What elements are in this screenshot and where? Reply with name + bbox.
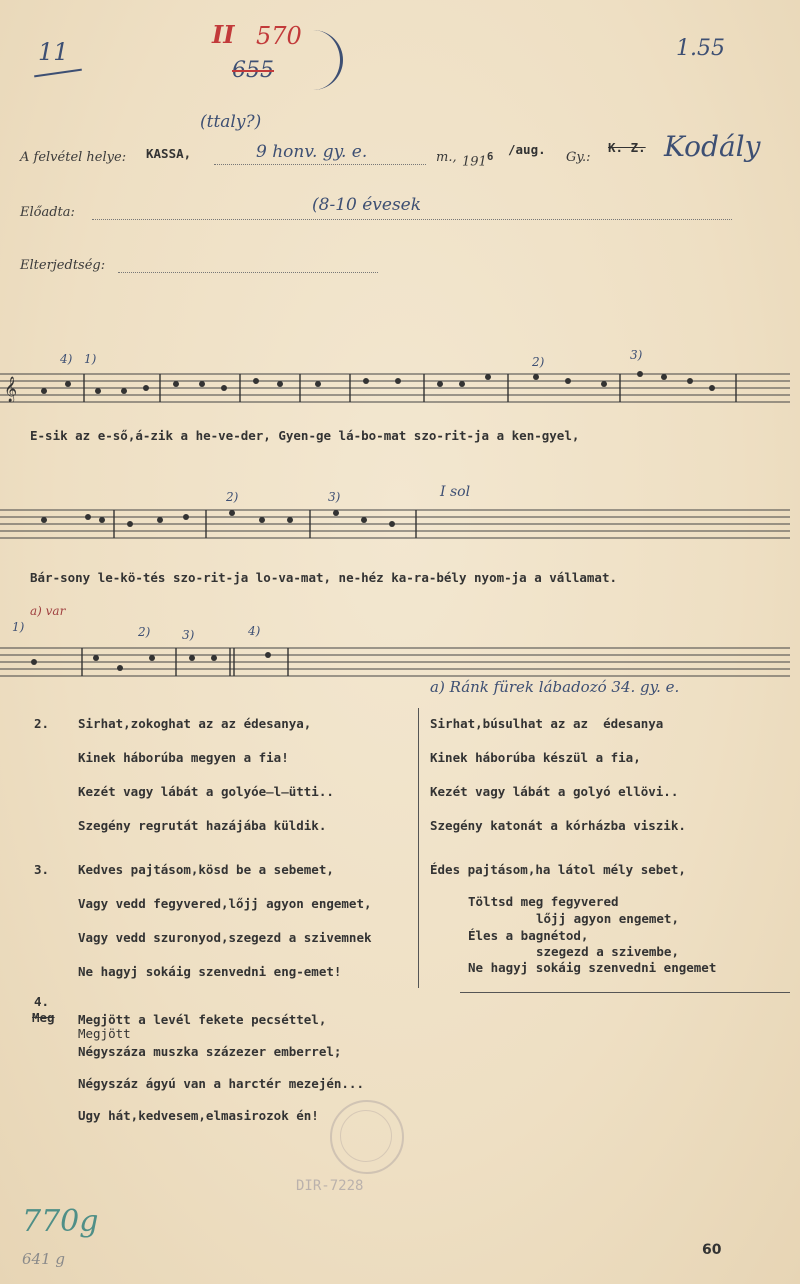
- stanza-divider-line: [418, 708, 419, 988]
- place-value: KASSA,: [146, 146, 192, 161]
- place-handwritten: (ttaly?): [200, 112, 262, 132]
- lyric-line-1: E-sik az e-ső,á-zik a he-ve-der, Gyen-ge lá-bo-mat szo-rit-ja a ken-gyel,: [30, 428, 580, 443]
- spread-dotted-line: [118, 272, 378, 273]
- stanza-3-right-line-4: Éles a bagnétod,: [468, 928, 589, 943]
- stanza-3-left: [78, 862, 372, 979]
- stanza-3-right-line-6: Ne hagyj sokáig szenvedni engemet: [468, 960, 717, 975]
- gy-label: Gy.:: [566, 150, 591, 165]
- staff2-footnote-3: 3): [328, 490, 341, 504]
- svg-text:𝄞: 𝄞: [4, 377, 18, 402]
- music-staff-1: [0, 360, 800, 420]
- performer-label: Előadta:: [20, 205, 75, 220]
- page-number: 60: [702, 1242, 722, 1258]
- stanza-bottom-line: [460, 992, 790, 993]
- pencil-annotation: 641 g: [22, 1250, 66, 1268]
- lyric-line-2: Bár-sony le-kö-tés szo-rit-ja lo-va-mat, ne-héz ka-ra-bély nyom-ja a vállamat.: [30, 570, 617, 585]
- staff1-footnote-4: 3): [630, 348, 643, 362]
- stanza-4-line: Ugy hát,kedvesem,elmasirozok én!: [78, 1108, 319, 1123]
- stanza-2-left-line: Kinek háborúba megyen a fia!: [78, 750, 289, 765]
- staff3-footnote-2: 2): [138, 625, 151, 639]
- stanza-2-right-line: Szegény katonát a kórházba viszik.: [430, 818, 686, 833]
- stanza-2-left-line: Szegény regrutát hazájába küldik.: [78, 818, 327, 833]
- stanza-2-left: [78, 716, 334, 833]
- year-value: 191: [462, 154, 487, 170]
- bracket-mark: [300, 30, 343, 90]
- top-left-number: 11: [38, 38, 69, 66]
- music-staff-3: [0, 634, 800, 694]
- stanza-4-struck-word: Meg: [32, 1010, 55, 1025]
- stanza-3-right-line-1: Édes pajtásom,ha látol mély sebet,: [430, 862, 686, 877]
- place-label: A felvétel helye:: [20, 150, 127, 165]
- staff3-footnote-4: 4): [248, 624, 261, 638]
- circled-catalog-number: 655: [232, 58, 274, 83]
- stanza-2-number: 2.: [34, 716, 50, 731]
- stanza-4-number: 4.: [34, 994, 50, 1009]
- staff3-footnote-3: 3): [182, 628, 195, 642]
- stanza-2-right-line: Kezét vagy lábát a golyó ellövi..: [430, 784, 679, 799]
- performer-handwritten: (8-10 évesek: [312, 195, 422, 215]
- variant-source-note: a) Ránk fürek lábadozó 34. gy. e.: [430, 678, 680, 696]
- green-annotation: 770g: [22, 1204, 99, 1239]
- staff1-footnote-1: 4): [60, 352, 73, 366]
- year-superscript: 6: [486, 150, 494, 163]
- stanza-2-left-line: Sirhat,zokoghat az az édesanya,: [78, 716, 312, 731]
- stanza-2-right: [430, 716, 686, 833]
- date-typed: /aug.: [508, 142, 546, 157]
- red-catalog-number: 570: [256, 22, 302, 50]
- stanza-4-line: Megjött a levél fekete pecséttel,: [78, 1012, 327, 1027]
- staff2-footnote-2: 2): [226, 490, 239, 504]
- stanza-3-right-line-5: szegezd a szivembe,: [536, 944, 679, 959]
- variant-annotation: a) var: [30, 604, 66, 618]
- stanza-2-right-line: Sirhat,búsulhat az az édesanya: [430, 716, 664, 731]
- collector-handwritten: Kodály: [664, 130, 761, 163]
- stanza-3-left-line: Vagy vedd fegyvered,lőjj agyon engemet,: [78, 896, 372, 911]
- stanza-3-right-line-3: lőjj agyon engemet,: [536, 911, 679, 926]
- stanza-4-line: Négyszáz ágyú van a harctér mezején...: [78, 1076, 364, 1091]
- stanza-4-line: Négyszáza muszka százezer emberrel;: [78, 1044, 342, 1059]
- performer-dotted-line: [92, 219, 732, 220]
- stanza-3-right-line-2: Töltsd meg fegyvered: [468, 894, 619, 909]
- stanza-3-left-line: Vagy vedd szuronyod,szegezd a szivemnek: [78, 930, 372, 945]
- stanza-4-inserted-word: Megjött: [78, 1026, 131, 1041]
- stamp-number: DIR-7228: [296, 1178, 364, 1194]
- unit-handwritten: 9 honv. gy. e.: [256, 142, 368, 162]
- red-roman-numeral: II: [212, 20, 235, 49]
- collector-typed: K. Z.: [608, 140, 646, 155]
- top-right-number: 1.55: [676, 36, 725, 61]
- music-staff-2: [0, 496, 800, 556]
- m-label: m.,: [436, 150, 457, 165]
- stanza-2-right-line: Kinek háborúba készül a fia,: [430, 750, 641, 765]
- stanza-3-left-line: Kedves pajtásom,kösd be a sebemet,: [78, 862, 334, 877]
- staff1-footnote-3: 2): [532, 355, 545, 369]
- stanza-3-number: 3.: [34, 862, 50, 877]
- staff1-footnote-2: 1): [84, 352, 97, 366]
- sol-annotation: I sol: [440, 484, 471, 500]
- stanza-3-left-line: Ne hagyj sokáig szenvedni eng-emet!: [78, 964, 342, 979]
- archive-stamp-inner: [340, 1110, 392, 1162]
- place-dotted-line: [214, 164, 426, 165]
- staff3-footnote-1: 1): [12, 620, 25, 634]
- spread-label: Elterjedtség:: [20, 258, 106, 273]
- year-label: [462, 150, 493, 169]
- stanza-2-left-line: Kezét vagy lábát a golyóe̶l̶ütti..: [78, 784, 334, 799]
- top-left-underline: [34, 69, 82, 78]
